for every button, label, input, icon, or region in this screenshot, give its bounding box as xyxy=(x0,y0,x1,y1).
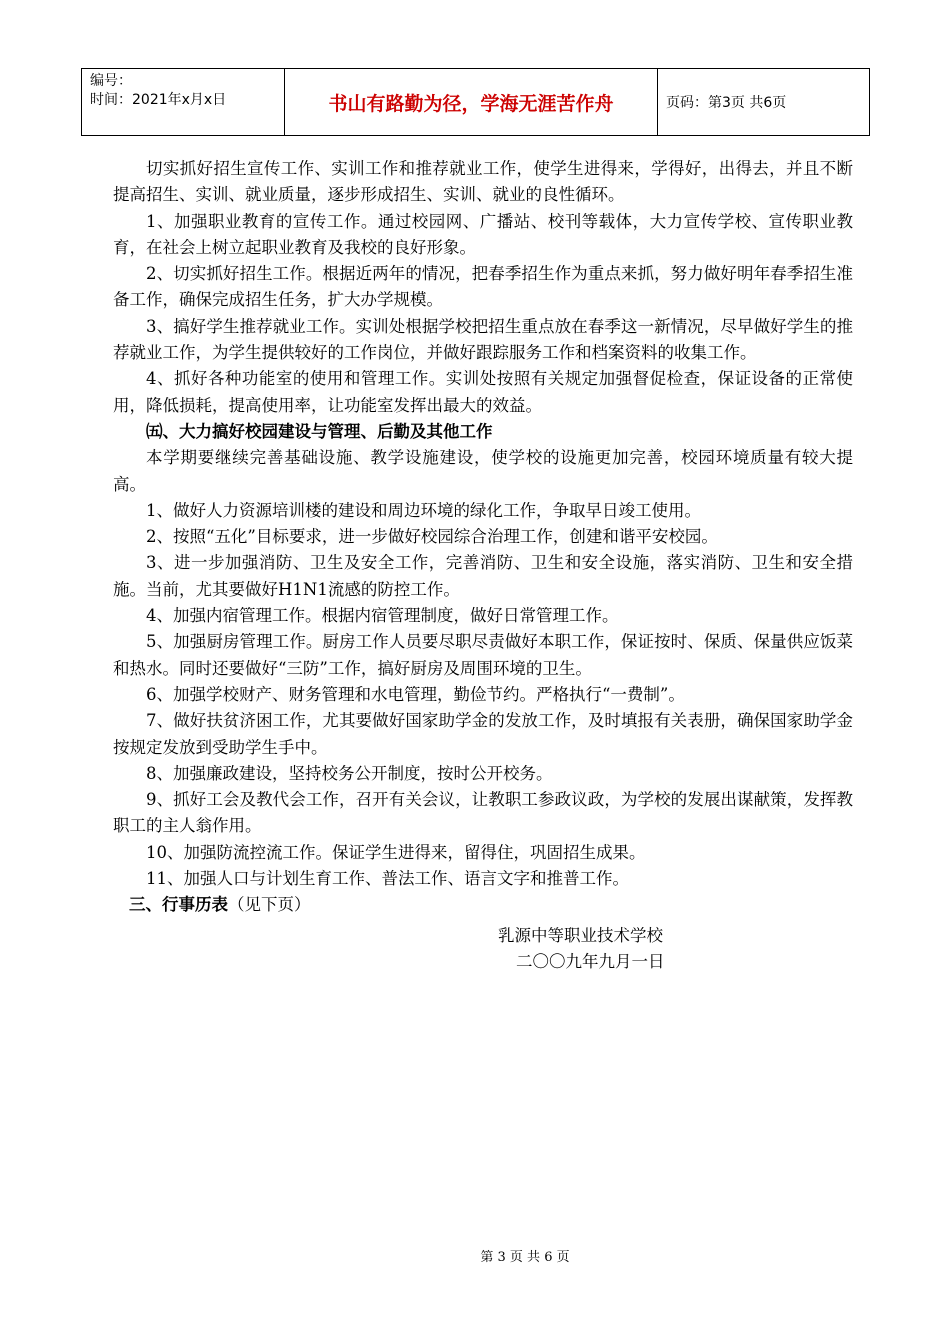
paragraph: 9、抓好工会及教代会工作，召开有关会议，让教职工参政议政，为学校的发展出谋献策，发挥教职工的主人翁作用。 xyxy=(113,790,853,836)
document-body xyxy=(113,156,853,975)
paragraph: 10、加强防流控流工作。保证学生进得来，留得住，巩固招生成果。 xyxy=(146,842,646,862)
section-heading: ㈤、大力搞好校园建设与管理、后勤及其他工作 xyxy=(146,421,493,441)
header-page-number: 页码：第3页 共6页 xyxy=(666,95,787,111)
paragraph: 5、加强厨房管理工作。厨房工作人员要尽职尽责做好本职工作，保证按时、保质、保量供应饭菜和热水。同时还要做好“三防”工作，搞好厨房及周围环境的卫生。 xyxy=(113,632,853,678)
serial-number-label: 编号： xyxy=(90,73,132,89)
paragraph: 本学期要继续完善基础设施、教学设施建设，使学校的设施更加完善，校园环境质量有较大提高。 xyxy=(113,448,853,494)
paragraph: 3、搞好学生推荐就业工作。实训处根据学校把招生重点放在春季这一新情况，尽早做好学生的推荐就业工作，为学生提供较好的工作岗位，并做好跟踪服务工作和档案资料的收集工作。 xyxy=(113,316,853,363)
page-header xyxy=(81,68,870,136)
signature-school: 乳源中等职业技术学校 xyxy=(498,925,663,945)
paragraph: 2、切实抓好招生工作。根据近两年的情况，把春季招生作为重点来抓，努力做好明年春季招生准备工作，确保完成招生任务，扩大办学规模。 xyxy=(113,264,853,310)
section-3-note: （见下页） xyxy=(228,895,311,915)
paragraph: 1、加强职业教育的宣传工作。通过校园网、广播站、校刊等载体，大力宣传学校、宣传职业教育，在社会上树立起职业教育及我校的良好形象。 xyxy=(113,211,853,257)
paragraph: 8、加强廉政建设，坚持校务公开制度，按时公开校务。 xyxy=(146,763,553,783)
paragraph: 1、做好人力资源培训楼的建设和周边环境的绿化工作，争取早日竣工使用。 xyxy=(146,500,701,520)
paragraph: 4、抓好各种功能室的使用和管理工作。实训处按照有关规定加强督促检查，保证设备的正常使用，降低损耗，提高使用率，让功能室发挥出最大的效益。 xyxy=(113,369,853,415)
section-3-heading xyxy=(113,892,853,918)
paragraph: 4、加强内宿管理工作。根据内宿管理制度，做好日常管理工作。 xyxy=(146,606,619,626)
paragraph: 切实抓好招生宣传工作、实训工作和推荐就业工作，使学生进得来，学得好，出得去，并且不断提高招生、实训、就业质量，逐步形成招生、实训、就业的良性循环。 xyxy=(113,159,853,205)
page-footer: 第 3 页 共 6 页 xyxy=(480,1250,570,1265)
paragraph: 3、进一步加强消防、卫生及安全工作，完善消防、卫生和安全设施，落实消防、卫生和安全措施。当前，尤其要做好H1N1流感的防控工作。 xyxy=(113,553,853,599)
paragraph: 6、加强学校财产、财务管理和水电管理，勤俭节约。严格执行“一费制”。 xyxy=(146,684,685,704)
signature-date: 二〇〇九年九月一日 xyxy=(516,951,665,971)
paragraph: 7、做好扶贫济困工作，尤其要做好国家助学金的发放工作，及时填报有关表册，确保国家助学金按规定发放到受助学生手中。 xyxy=(113,711,853,757)
section-3-title: 三、行事历表 xyxy=(129,895,228,915)
time-label: 时间：2021年x月x日 xyxy=(90,92,227,108)
header-motto: 书山有路勤为径，学海无涯苦作舟 xyxy=(285,69,658,135)
paragraph: 2、按照“五化”目标要求，进一步做好校园综合治理工作，创建和谐平安校园。 xyxy=(146,527,718,547)
header-meta xyxy=(82,69,285,135)
paragraph: 11、加强人口与计划生育工作、普法工作、语言文字和推普工作。 xyxy=(146,869,629,889)
